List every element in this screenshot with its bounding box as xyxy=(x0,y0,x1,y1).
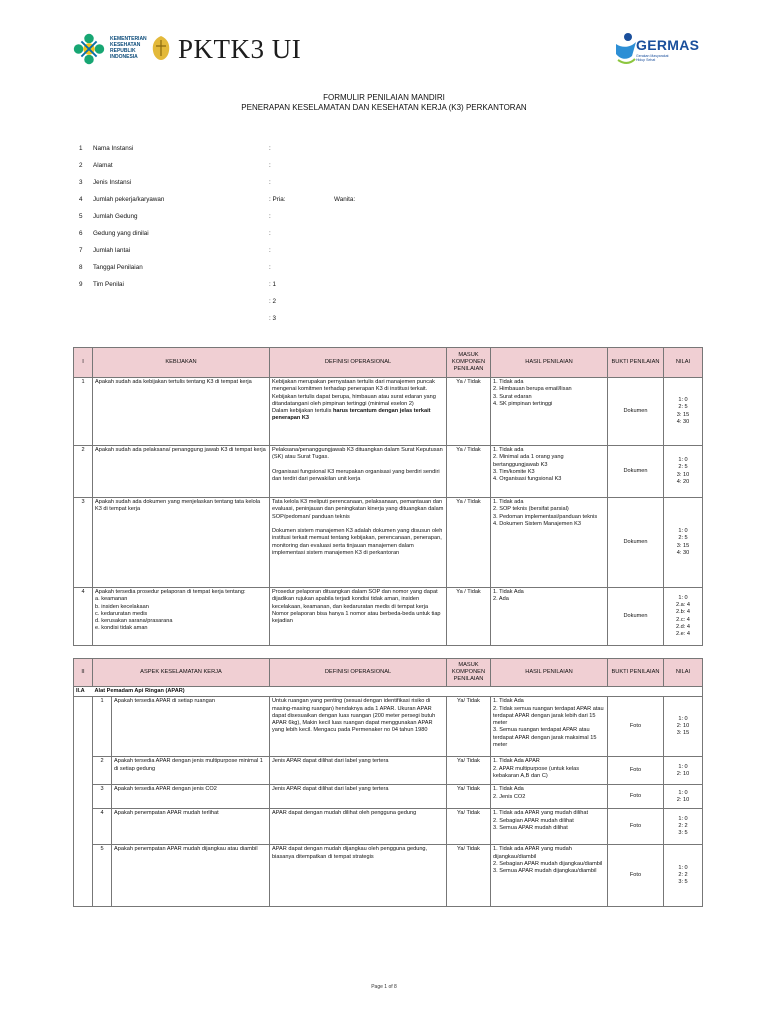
row-nilai: 1: 0 2: 5 3: 15 4: 30 xyxy=(664,498,703,588)
row-definition: APAR dapat dengan mudah dilihat oleh pengguna gedung xyxy=(270,809,447,845)
row-no: 3 xyxy=(74,498,93,588)
identity-value-field[interactable]: : xyxy=(269,264,271,271)
header-definisi: DEFINISI OPERASIONAL xyxy=(270,348,447,378)
row-bukti: Dokumen xyxy=(608,378,664,446)
germas-text: GERMAS xyxy=(636,37,700,53)
yes-no-selector[interactable]: Ya/ Tidak xyxy=(447,845,491,907)
identity-value-field[interactable]: : Pria: xyxy=(269,196,286,203)
definition-text: Kebijakan merupakan pernyataan tertulis dari manajemen puncak mengenai komitmen terhadap penerapan K3 di institusi terkait. Kebijakan tertulis dapat berupa, himbauan atau surat edaran yang ditandatangani oleh pimpinan tertinggi (minimal eselon 2) Dalam kebijakan tertulis xyxy=(272,379,436,415)
kebijakan-table xyxy=(73,347,703,646)
table-row xyxy=(74,785,703,809)
identity-no: 9 xyxy=(79,281,83,288)
row-no: 3 xyxy=(93,785,112,809)
yes-no-selector[interactable]: Ya / Tidak xyxy=(447,588,491,646)
row-nilai: 1: 0 2: 10 3: 15 xyxy=(664,697,703,757)
identity-no: 3 xyxy=(79,179,83,186)
identity-label: Tanggal Penilaian xyxy=(93,264,143,271)
row-hasil: 1. Tidak ada 2. Himbauan berupa email/lisan 3. Surat edaran 4. SK pimpinan tertinggi xyxy=(491,378,608,446)
row-hasil: 1. Tidak ada APAR yang mudah dijangkau/diambil 2. Sebagian APAR mudah dijangkau/diambil 3. Semua APAR mudah dijangkau/diambil xyxy=(491,845,608,907)
row-hasil: 1. Tidak Ada 2. Tidak semua ruangan terdapat APAR atau terdapat APAR dengan jarak lebih dari 15 meter 3. Semua ruangan terdapat APAR atau terdapat APAR dengan jarak maksimal 15 meter xyxy=(491,697,608,757)
yes-no-selector[interactable]: Ya/ Tidak xyxy=(447,785,491,809)
row-question: Apakah tersedia prosedur pelaporan di tempat kerja tentang: a. keamanan b. insiden kecelakaan c. kedaruratan medis d. kerusakan sarana/prasarana e. kondisi tidak aman xyxy=(93,588,270,646)
identity-label: Nama Instansi xyxy=(93,145,134,152)
header-bukti: BUKTI PENILAIAN xyxy=(608,348,664,378)
row-hasil: 1. Tidak Ada APAR 2. APAR multipurpose (untuk kelas kebakaran A,B dan C) xyxy=(491,757,608,785)
identity-value-field[interactable]: : xyxy=(269,162,271,169)
row-definition: Pelaksana/penanggungjawab K3 dituangkan dalam Surat Keputusan (SK) atau Surat Tugas. Organisasi fungsional K3 merupakan organisasi yang berdiri sendiri dan terdiri dari perwakilan unit kerja xyxy=(270,446,447,498)
row-hasil: 1. Tidak ada 2. Minimal ada 1 orang yang bertanggungjawab K3 3. Tim/komite K3 4. Organisasi fungsional K3 xyxy=(491,446,608,498)
row-definition: Jenis APAR dapat dilihat dari label yang tertera xyxy=(270,757,447,785)
row-definition: APAR dapat dengan mudah dijangkau oleh pengguna gedung, biasanya ditempatkan di tempat strategis xyxy=(270,845,447,907)
row-hasil: 1. Tidak Ada 2. Ada xyxy=(491,588,608,646)
row-nilai: 1: 0 2: 2 3: 5 xyxy=(664,809,703,845)
ui-makara-emblem-icon xyxy=(150,35,172,61)
identity-label: Alamat xyxy=(93,162,113,169)
header-aspek: ASPEK KESELAMATAN KERJA xyxy=(93,659,270,687)
identity-no: 6 xyxy=(79,230,83,237)
header-nilai: NILAI xyxy=(664,348,703,378)
identity-value-field[interactable]: : xyxy=(269,247,271,254)
row-question: Apakah tersedia APAR di setiap ruangan xyxy=(112,697,270,757)
row-nilai: 1: 0 2: 5 3: 15 4: 30 xyxy=(664,378,703,446)
yes-no-selector[interactable]: Ya / Tidak xyxy=(447,446,491,498)
pktk3-ui-logo: PKTK3 UI xyxy=(178,34,302,64)
row-nilai: 1: 0 2: 10 xyxy=(664,757,703,785)
row-definition: Tata kelola K3 meliputi perencanaan, pelaksanaan, pemantauan dan evaluasi, peninjauan dan peningkatan kinerja yang dituangkan dalam SOP/pedoman/ panduan teknis Dokumen sistem manajemen K3 adalah dokumen yang disusun oleh institusi terkait memuat tentang kebijakan, perencanaan, penerapan, monitoring dan evaluasi serta tinjauan manajemen dalam implementasi sistem manajemen K3 di perkantoran xyxy=(270,498,447,588)
header-komponen: MASUK KOMPONEN PENILAIAN xyxy=(447,659,491,687)
header-komponen: MASUK KOMPONEN PENILAIAN xyxy=(447,348,491,378)
header-hasil: HASIL PENILAIAN xyxy=(491,659,608,687)
definition-bold-text: harus tercantum dengan jelas terkait penerapan K3 xyxy=(272,408,431,422)
identity-value-field[interactable]: : 1 xyxy=(269,281,277,288)
identity-label: Jumlah lantai xyxy=(93,247,131,254)
table-row xyxy=(74,378,703,446)
header-nilai: NILAI xyxy=(664,659,703,687)
identity-label: Jenis Instansi xyxy=(93,179,132,186)
row-no: 4 xyxy=(74,588,93,646)
germas-emblem-icon xyxy=(612,30,638,68)
row-hasil: 1. Tidak ada 2. SOP teknis (bersifat parsial) 3. Pedoman implementasi/panduan teknis 4. Dokumen Sistem Manajemen K3 xyxy=(491,498,608,588)
identity-value-field[interactable]: : xyxy=(269,145,271,152)
header-hasil: HASIL PENILAIAN xyxy=(491,348,608,378)
identity-no: 1 xyxy=(79,145,83,152)
table-row xyxy=(74,845,703,907)
row-bukti: Foto xyxy=(608,785,664,809)
row-definition: Prosedur pelaporan dituangkan dalam SOP dan nomor yang dapat dijadikan rujukan apabila terjadi kondisi tidak aman, insiden kecelakaan, keamanan, dan kedaruratan medis di tempat kerja Nomor pelaporan bisa hanya 1 nomor atau berbeda-beda untuk tiap kejadian xyxy=(270,588,447,646)
section-row xyxy=(74,687,703,697)
germas-logo xyxy=(612,30,700,70)
row-bukti: Dokumen xyxy=(608,588,664,646)
row-hasil: 1. Tidak Ada 2. Jenis CO2 xyxy=(491,785,608,809)
form-subtitle: PENERAPAN KESELAMATAN DAN KESEHATAN KERJA (K3) PERKANTORAN xyxy=(241,103,527,112)
row-question: Apakah sudah ada pelaksana/ penanggung jawab K3 di tempat kerja xyxy=(93,446,270,498)
kemenkes-emblem-icon xyxy=(70,30,108,68)
row-bukti: Foto xyxy=(608,845,664,907)
yes-no-selector[interactable]: Ya / Tidak xyxy=(447,378,491,446)
row-definition xyxy=(270,378,447,446)
identity-value-field[interactable]: : xyxy=(269,179,271,186)
section-no: II.A xyxy=(74,687,93,697)
identity-no: 4 xyxy=(79,196,83,203)
identity-extra-field[interactable]: Wanita: xyxy=(334,196,356,203)
yes-no-selector[interactable]: Ya/ Tidak xyxy=(447,757,491,785)
identity-no: 8 xyxy=(79,264,83,271)
yes-no-selector[interactable]: Ya / Tidak xyxy=(447,498,491,588)
row-definition: Jenis APAR dapat dilihat dari label yang tertera xyxy=(270,785,447,809)
header-kebijakan: KEBIJAKAN xyxy=(93,348,270,378)
identity-value-field[interactable]: : xyxy=(269,213,271,220)
row-no: 2 xyxy=(74,446,93,498)
header-bukti: BUKTI PENILAIAN xyxy=(608,659,664,687)
germas-subtext: Gerakan Masyarakat Hidup Sehat xyxy=(636,54,669,62)
row-no: 5 xyxy=(93,845,112,907)
row-question: Apakah sudah ada kebijakan tertulis tentang K3 di tempat kerja xyxy=(93,378,270,446)
identity-no: 2 xyxy=(79,162,83,169)
page-number: Page 1 of 8 xyxy=(371,984,397,990)
row-question: Apakah tersedia APAR dengan jenis CO2 xyxy=(112,785,270,809)
row-bukti: Dokumen xyxy=(608,446,664,498)
kemenkes-text: KEMENTERIAN KESEHATAN REPUBLIK INDONESIA xyxy=(110,36,147,60)
row-question: Apakah sudah ada dokumen yang menjelaskan tentang tata kelola K3 di tempat kerja xyxy=(93,498,270,588)
identity-value-field[interactable]: : 2 xyxy=(269,298,277,305)
identity-label: Jumlah Gedung xyxy=(93,213,138,220)
row-nilai: 1: 0 2: 10 xyxy=(664,785,703,809)
row-question: Apakah penempatan APAR mudah terlihat xyxy=(112,809,270,845)
row-question: Apakah penempatan APAR mudah dijangkau atau diambil xyxy=(112,845,270,907)
aspek-keselamatan-table xyxy=(73,658,703,907)
table-row xyxy=(74,757,703,785)
row-nilai: 1: 0 2: 5 3: 10 4: 20 xyxy=(664,446,703,498)
identity-label: Gedung yang dinilai xyxy=(93,230,149,237)
table-row xyxy=(74,498,703,588)
row-no: 1 xyxy=(93,697,112,757)
table-row xyxy=(74,588,703,646)
yes-no-selector[interactable]: Ya/ Tidak xyxy=(447,809,491,845)
table-row xyxy=(74,809,703,845)
table-row xyxy=(74,446,703,498)
form-title: FORMULIR PENILAIAN MANDIRI xyxy=(323,93,445,102)
row-no: 2 xyxy=(93,757,112,785)
identity-value-field[interactable]: : 3 xyxy=(269,315,277,322)
header-definisi: DEFINISI OPERASIONAL xyxy=(270,659,447,687)
identity-label: Jumlah pekerja/karyawan xyxy=(93,196,165,203)
table-row xyxy=(74,697,703,757)
section-title: Alat Pemadam Api Ringan (APAR) xyxy=(93,687,703,697)
identity-no: 7 xyxy=(79,247,83,254)
row-hasil: 1. Tidak ada APAR yang mudah dilihat 2. Sebagian APAR mudah dilihat 3. Semua APAR mudah dilihat xyxy=(491,809,608,845)
identity-no: 5 xyxy=(79,213,83,220)
row-bukti: Foto xyxy=(608,809,664,845)
row-bukti: Foto xyxy=(608,757,664,785)
row-no: 1 xyxy=(74,378,93,446)
row-definition: Untuk ruangan yang penting (sesuai dengan identifikasi risiko di masing-masing ruangan) hendaknya ada 1 APAR. Ukuran APAR dapat disesuaikan dengan luas ruangan (200 meter persegi butuh APAR 6kg), Makin kecil luas ruangan dapat menggunakan APAR yang lebih kecil. Mengacu pada Permenaker no 04 tahun 1980 xyxy=(270,697,447,757)
yes-no-selector[interactable]: Ya/ Tidak xyxy=(447,697,491,757)
row-no: 4 xyxy=(93,809,112,845)
row-bukti: Foto xyxy=(608,697,664,757)
header-no: II xyxy=(74,659,93,687)
identity-value-field[interactable]: : xyxy=(269,230,271,237)
header-no: I xyxy=(74,348,93,378)
row-nilai: 1: 0 2: 2 3: 5 xyxy=(664,845,703,907)
row-question: Apakah tersedia APAR dengan jenis multipurpose minimal 1 di setiap gedung xyxy=(112,757,270,785)
identity-label: Tim Penilai xyxy=(93,281,124,288)
row-nilai: 1: 0 2.a: 4 2.b: 4 2.c: 4 2.d: 4 2.e: 4 xyxy=(664,588,703,646)
row-bukti: Dokumen xyxy=(608,498,664,588)
